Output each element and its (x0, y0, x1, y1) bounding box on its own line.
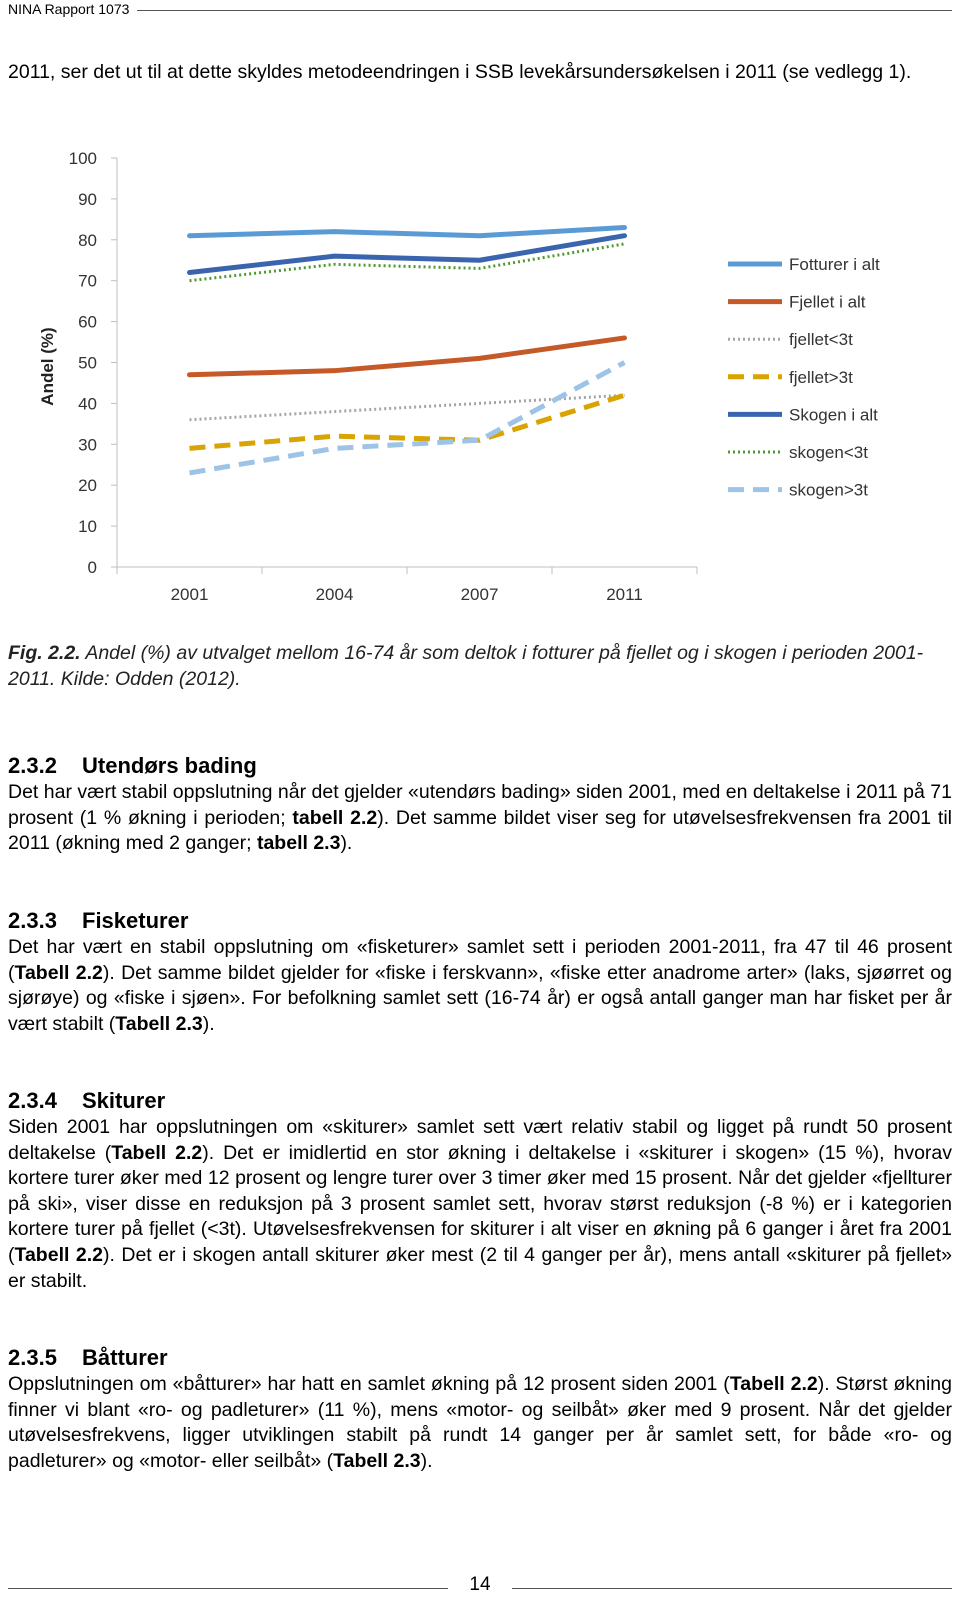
text-run: ). (340, 832, 353, 855)
text-run: ). (202, 1012, 215, 1035)
section-heading-fisketurer (8, 908, 188, 934)
table-reference: Tabell 2.2 (14, 1243, 103, 1266)
legend-label: Fjellet i alt (789, 292, 866, 312)
series-line (190, 363, 625, 473)
chart-series (190, 228, 625, 473)
y-tick-label: 80 (78, 230, 97, 250)
series-line (190, 244, 625, 281)
text-run: ). Det er i skogen antall skiturer øker mest (2 til 4 ganger per år), mens antall «skiturer på fjellet» er stabilt. (8, 1243, 952, 1292)
table-reference: Tabell 2.3 (115, 1012, 203, 1035)
y-tick-label: 70 (78, 271, 97, 291)
section-heading-skiturer (8, 1088, 165, 1114)
series-line (190, 395, 625, 448)
section-title: Utendørs bading (82, 753, 257, 778)
y-tick-label: 0 (87, 558, 97, 577)
chart-legend (728, 255, 880, 500)
section-title: Skiturer (82, 1088, 166, 1113)
y-tick-label: 30 (78, 435, 97, 455)
text-run: ). Det samme bildet viser seg for utøvelsesfrekvensen fra 2001 til 2011 (økning med 2 ganger; (8, 806, 952, 855)
section-number: 2.3.5 (8, 1345, 57, 1370)
section-paragraph-bading (8, 780, 952, 857)
section-number: 2.3.3 (8, 908, 57, 933)
table-reference: Tabell 2.2 (111, 1141, 203, 1164)
figure-caption (8, 640, 952, 692)
y-tick-label: 20 (78, 476, 97, 496)
text-run: Det har vært en stabil oppslutning om «fisketurer» samlet sett i perioden 2001-2011, fra 47 til 46 prosent ( (8, 936, 952, 984)
series-line (190, 228, 625, 236)
legend-label: skogen<3t (789, 443, 868, 462)
legend-label: fjellet>3t (789, 367, 853, 387)
y-tick-label: 60 (78, 312, 97, 332)
text-run: Siden 2001 har oppslutningen om «skiturer» samlet sett vært relativ stabil og ligget på rundt 50 prosent deltakelse ( (8, 1116, 952, 1164)
page-number: 14 (469, 1574, 491, 1595)
legend-label: fjellet<3t (789, 330, 853, 350)
legend-label: skogen>3t (789, 480, 868, 500)
y-tick-label: 40 (78, 394, 97, 414)
section-heading-baturer (8, 1345, 168, 1371)
section-title: Fisketurer (82, 908, 189, 933)
table-reference: Tabell 2.2 (729, 1373, 818, 1395)
line-chart (0, 140, 960, 630)
page-footer (0, 1572, 960, 1602)
section-paragraph-skiturer (8, 1115, 952, 1294)
y-tick-label: 90 (78, 189, 97, 209)
legend-label: Skogen i alt (789, 405, 878, 425)
text-run: Det har vært stabil oppslutning når det gjelder «utendørs bading» siden 2001, med en deltakelse i 2011 på 71 prosent (1 % økning i perioden; (8, 781, 952, 829)
section-number: 2.3.4 (8, 1088, 57, 1113)
table-reference: Tabell 2.2 (14, 961, 103, 984)
section-paragraph-baturer (8, 1372, 952, 1474)
figure-caption-text: Andel (%) av utvalget mellom 16-74 år som deltok i fotturer på fjellet og i skogen i perioden 2001-2011. Kilde: Odden (2012). (8, 642, 924, 690)
y-axis-title: Andel (%) (38, 327, 57, 406)
series-line (190, 338, 625, 375)
y-tick-label: 10 (78, 517, 97, 537)
y-tick-label: 100 (68, 149, 97, 168)
section-heading-bading (8, 753, 257, 779)
x-tick-label: 2007 (460, 585, 499, 604)
text-run: ). Det er imidlertid en stor økning i deltakelse i «skiturer i skogen» (15 %), hvorav kortere turer øker med 12 prosent og lengre turer over 3 timer øker med 15 prosent. Når det gjelder «fjellturer på ski», viser disse en reduksjon på 3 prosent samlet sett, hvorav størst reduksjon (-8 %) er i kategorien kortere turer på fjellet (<3t). Utøvelsesfrekvensen for skiturer i alt viser en økning på 6 ganger i året fra 2001 ( (8, 1141, 953, 1266)
x-tick-label: 2004 (315, 585, 354, 604)
y-tick-label: 50 (78, 353, 97, 373)
text-run: ). (420, 1449, 433, 1472)
section-title: Båtturer (82, 1345, 168, 1370)
section-number: 2.3.2 (8, 753, 57, 778)
figure-label: Fig. 2.2. (8, 642, 81, 664)
intro-paragraph: 2011, ser det ut til at dette skyldes metodeendringen i SSB levekårsundersøkelsen i 2011 (se vedlegg 1). (8, 61, 912, 83)
footer-rule-left (8, 1588, 448, 1589)
x-tick-label: 2001 (170, 585, 209, 604)
table-reference: tabell 2.2 (292, 806, 378, 829)
section-paragraph-fisketurer (8, 935, 952, 1037)
legend-label: Fotturer i alt (789, 255, 880, 274)
text-run: Oppslutningen om «båtturer» har hatt en samlet økning på 12 prosent siden 2001 ( (8, 1373, 730, 1395)
text-run: ). Det samme bildet gjelder for «fiske i ferskvann», «fiske etter anadrome arter» (laks, sjøørret og sjørøye) og «fiske i sjøen». For befolkning samlet sett (16-74 år) er også antall ganger man har fisket per år vært stabilt ( (8, 961, 952, 1035)
table-reference: tabell 2.3 (256, 832, 341, 855)
line-chart-svg (0, 140, 960, 630)
page-header (8, 0, 952, 20)
x-tick-label: 2011 (606, 585, 643, 604)
footer-rule-right (512, 1588, 952, 1589)
header-rule (8, 10, 952, 11)
table-reference: Tabell 2.3 (333, 1449, 421, 1472)
text-run: ). Størst økning finner vi blant «ro- og padleturer» (11 %), mens «motor- og seilbåt» øker med 9 prosent. Når det gjelder utøvelsesfrekvens, ligger utviklingen stabilt på rundt 14 ganger per år samlet sett, for både «ro- og padleturer» og «motor- eller seilbåt» ( (8, 1373, 952, 1472)
report-title: NINA Rapport 1073 (8, 0, 137, 18)
